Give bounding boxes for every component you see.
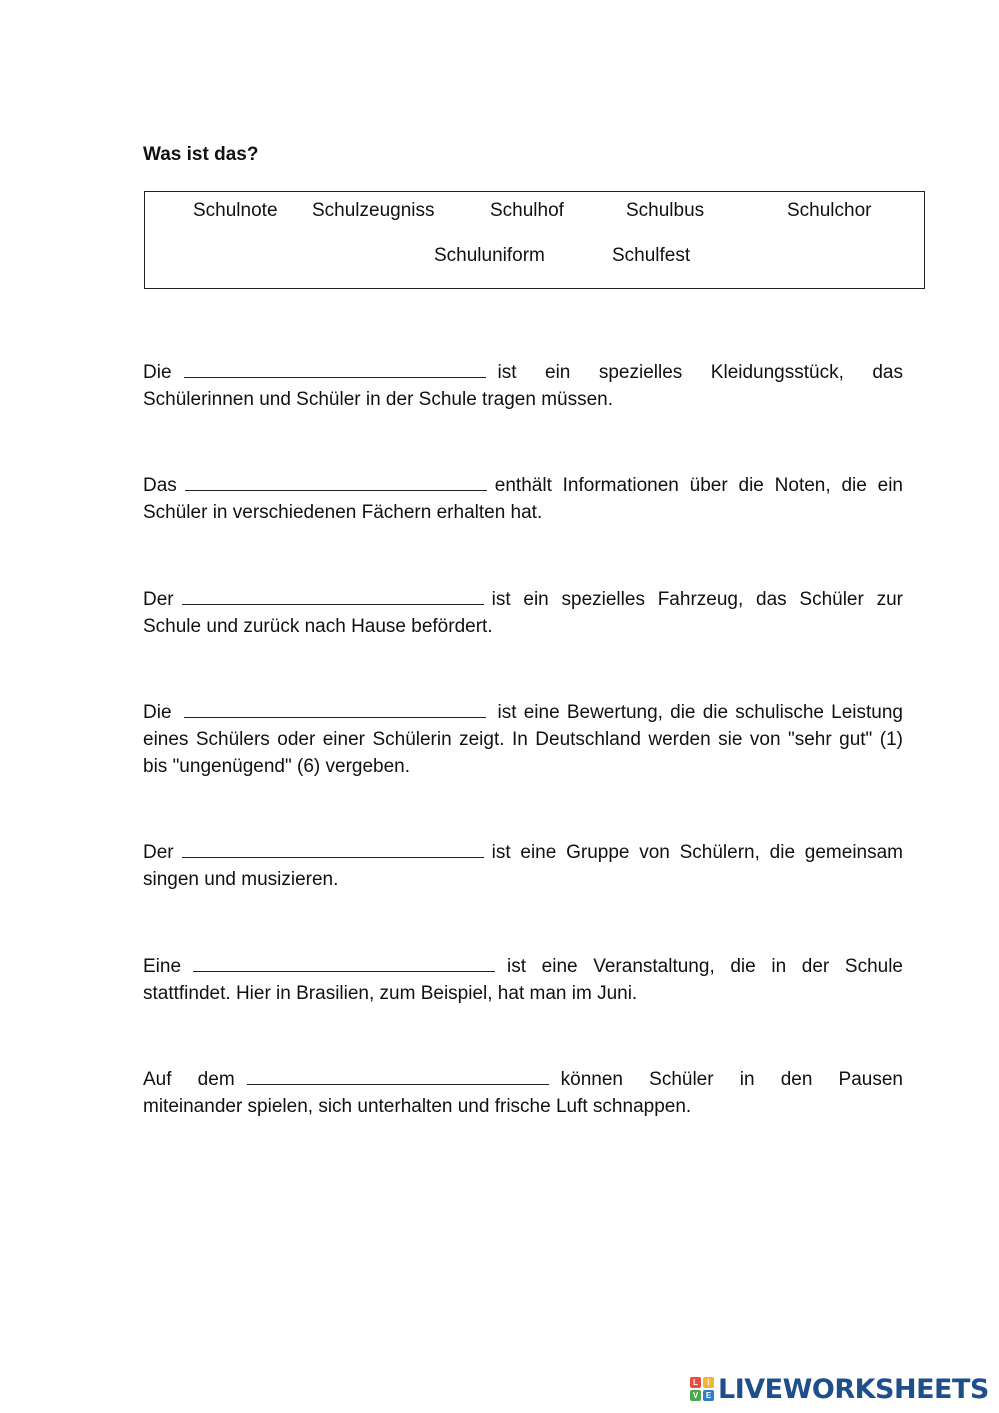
answer-blank-7[interactable]	[247, 1066, 549, 1085]
logo-letter: E	[703, 1390, 714, 1401]
answer-blank-6[interactable]	[193, 953, 495, 972]
word-bank-item: Schulchor	[787, 200, 872, 221]
sentence-rest: ist eine Bewertung, die die schulische Leistung eines Schülers oder einer Schülerin zeigt. In Deutschland werden sie von "sehr gut" (1) bis "ungenügend" (6) vergeben.	[143, 702, 903, 777]
word-bank-item: Schulzeugniss	[312, 200, 435, 221]
sentence-rest: ist ein spezielles Fahrzeug, das Schüler zur Schule und zurück nach Hause befördert.	[143, 589, 903, 637]
sentence-2	[143, 472, 903, 526]
sentence-rest: ist eine Veranstaltung, die in der Schule stattfindet. Hier in Brasilien, zum Beispiel, hat man im Juni.	[143, 956, 903, 1004]
answer-blank-3[interactable]	[182, 586, 484, 605]
worksheet-title: Was ist das?	[143, 144, 259, 165]
word-bank-item: Schuluniform	[434, 245, 545, 266]
sentence-lead: Der	[143, 589, 174, 610]
sentence-6	[143, 953, 903, 1007]
logo-letter: I	[703, 1377, 714, 1388]
sentence-1	[143, 359, 903, 413]
sentence-lead: Die	[143, 362, 172, 383]
sentence-5	[143, 839, 903, 893]
liveworksheets-logo-icon	[690, 1377, 714, 1401]
sentence-rest: enthält Informationen über die Noten, die ein Schüler in verschiedenen Fächern erhalten hat.	[143, 475, 903, 523]
word-bank-item: Schulnote	[193, 200, 278, 221]
sentence-rest: können Schüler in den Pausen miteinander spielen, sich unterhalten und frische Luft schnappen.	[143, 1069, 903, 1117]
sentence-lead: Die	[143, 702, 172, 723]
answer-blank-2[interactable]	[185, 472, 487, 491]
word-bank-item: Schulhof	[490, 200, 564, 221]
answer-blank-4[interactable]	[184, 699, 486, 718]
liveworksheets-brand	[690, 1372, 989, 1406]
sentence-lead: Der	[143, 842, 174, 863]
answer-blank-1[interactable]	[184, 359, 486, 378]
brand-name: LIVEWORKSHEETS	[718, 1373, 989, 1405]
sentence-4	[143, 699, 903, 780]
sentence-7	[143, 1066, 903, 1120]
word-bank-box	[144, 191, 925, 289]
word-bank-item: Schulbus	[626, 200, 705, 221]
logo-letter: V	[690, 1390, 701, 1401]
sentence-rest: ist eine Gruppe von Schülern, die gemeinsam singen und musizieren.	[143, 842, 903, 890]
sentence-rest: ist ein spezielles Kleidungsstück, das Schülerinnen und Schüler in der Schule tragen müssen.	[143, 362, 903, 410]
word-bank-item: Schulfest	[612, 245, 691, 266]
logo-letter: L	[690, 1377, 701, 1388]
sentence-lead: Das	[143, 475, 177, 496]
answer-blank-5[interactable]	[182, 839, 484, 858]
sentence-3	[143, 586, 903, 640]
sentence-lead: Eine	[143, 956, 182, 977]
sentence-lead: Auf dem	[143, 1069, 235, 1090]
